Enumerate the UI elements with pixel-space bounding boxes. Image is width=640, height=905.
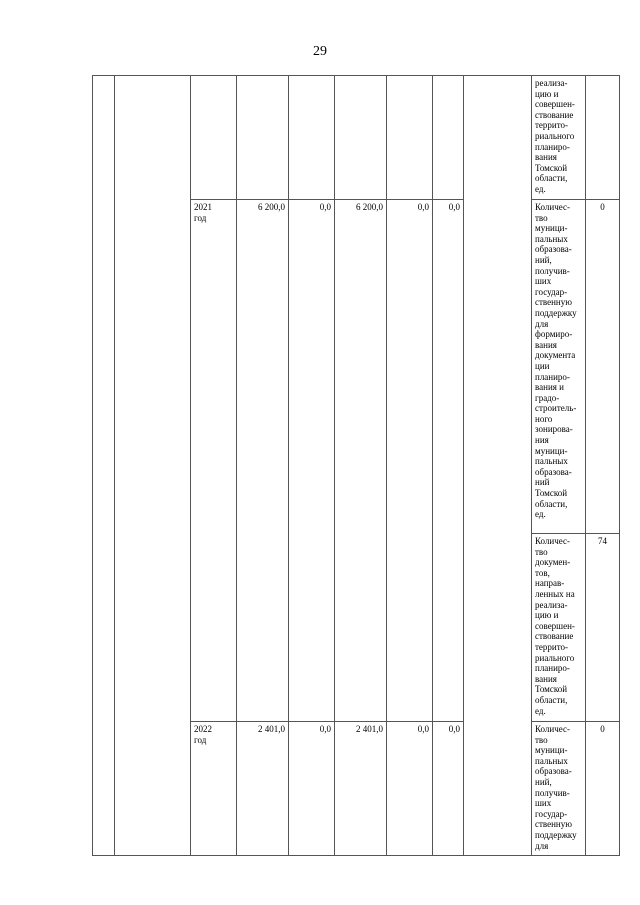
local-cell: 0,0 [387, 722, 433, 856]
page-number: 29 [313, 44, 327, 59]
federal-cell: 0,0 [289, 722, 335, 856]
cell-executor [464, 76, 532, 856]
total-cell: 6 200,0 [237, 200, 289, 722]
regional-cell: 2 401,0 [335, 722, 387, 856]
cell-year-empty [191, 76, 237, 200]
cell-fed-empty [289, 76, 335, 200]
program-table [92, 75, 620, 856]
federal-cell: 0,0 [289, 200, 335, 722]
table-row-continuation [93, 76, 620, 200]
total-cell: 2 401,0 [237, 722, 289, 856]
local-cell: 0,0 [387, 200, 433, 722]
year-cell: 2022 год [191, 722, 237, 856]
cell-task-name [115, 76, 191, 856]
indicator-name: Количес- тво муници- пальных образова- ний, получив- ших государ- ственную поддержку для [532, 722, 586, 856]
regional-cell: 6 200,0 [335, 200, 387, 722]
year-cell: 2021 год [191, 200, 237, 722]
indicator-name-continued: реализа- цию и совершен- ствование террито- риального планиро- вания Томской области, ед. [532, 76, 586, 200]
cell-number [93, 76, 115, 856]
indicator-value: 74 [586, 534, 620, 722]
cell-reg-empty [335, 76, 387, 200]
cell-other-empty [433, 76, 464, 200]
other-cell: 0,0 [433, 200, 464, 722]
indicator-value: 0 [586, 200, 620, 534]
cell-local-empty [387, 76, 433, 200]
indicator-value: 0 [586, 722, 620, 856]
indicator-name: Количес- тво муници- пальных образова- ний, получив- ших государ- ственную поддержку для формиро- вания документа ции планиро- вания и градо- строитель- ного зонирова- ния муници- пальных образова- ний Томской области, ед. [532, 200, 586, 534]
indicator-value-empty [586, 76, 620, 200]
cell-total-empty [237, 76, 289, 200]
indicator-name: Количес- тво докумен- тов, направ- ленных на реализа- цию и совершен- ствование террито- риального планиро- вания Томской области, ед. [532, 534, 586, 722]
other-cell: 0,0 [433, 722, 464, 856]
